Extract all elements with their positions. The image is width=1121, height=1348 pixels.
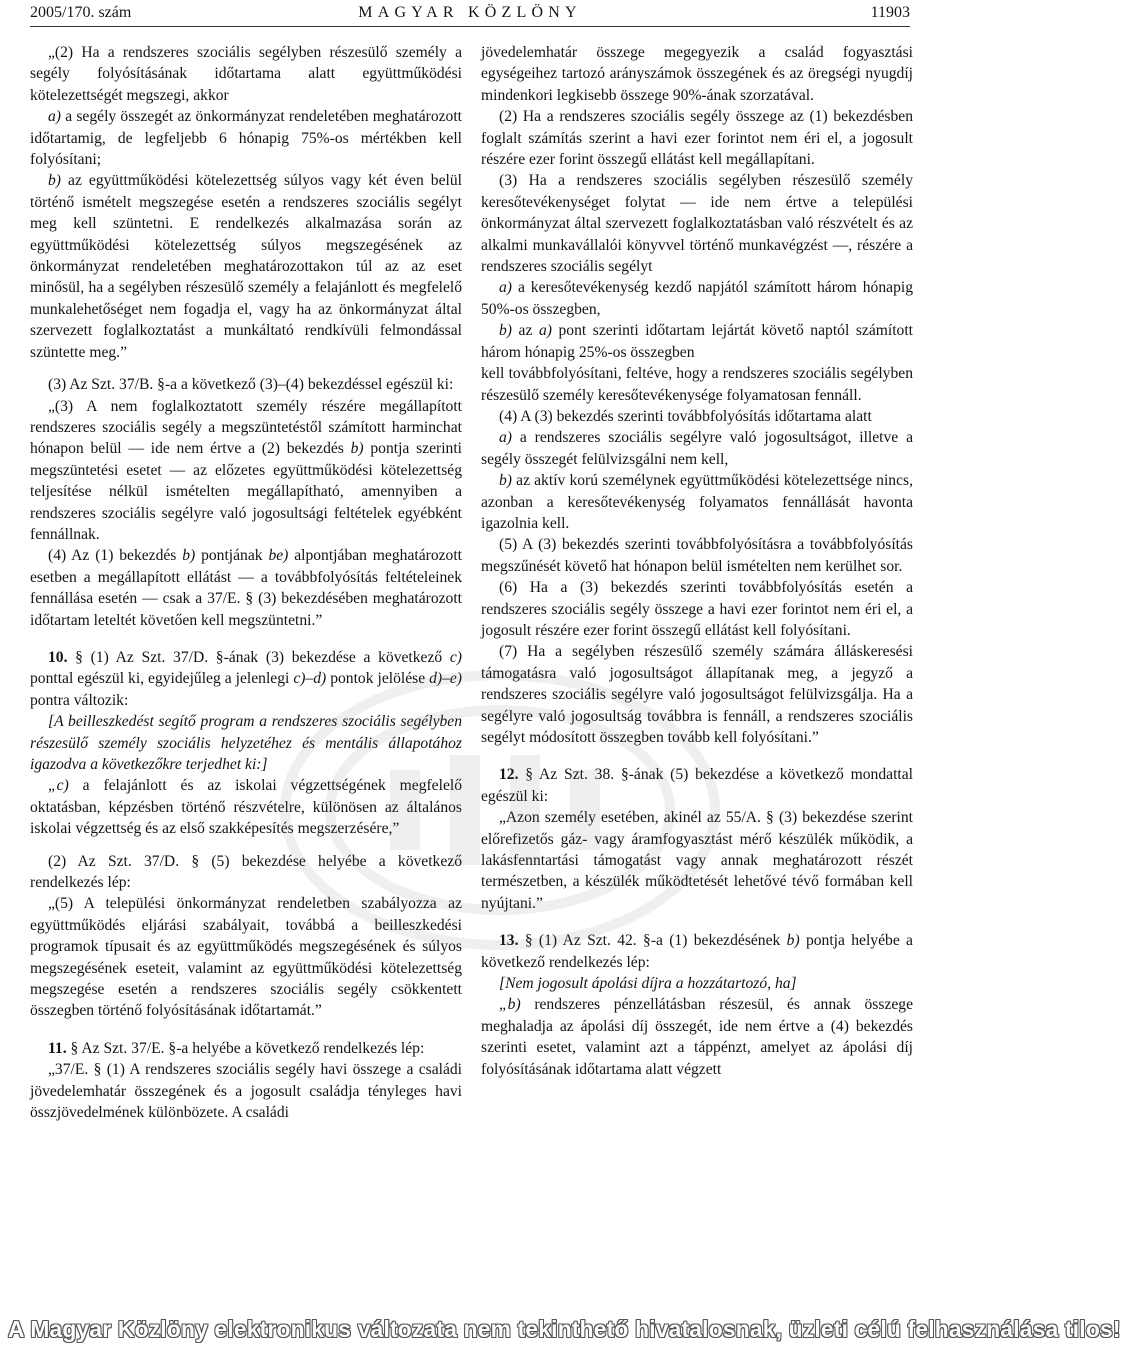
bracketed-context: [Nem jogosult ápolási díjra a hozzátartozó, ha]	[499, 975, 797, 993]
paragraph: b) az együttműködési kötelezettség súlyos vagy két éven belül történő ismételt megszegése esetén a rendszeres szociális segélyt meg kell szüntetni. E rendelkezés alkalmazása során az együttműködési kötelezettség súlyos megszegésének az önkormányzat rendeletében meghatározottakon túl az az eset minősül, ha a segélyben részesülő személy a felajánlott és megfelelő munkalehetőséget nem fogadja el, vagy ha az önkormányzat által szervezett foglalkoztatást a munkáltató rendkívüli felmondással szüntette meg.”	[30, 172, 462, 361]
paragraph: jövedelemhatár összege megegyezik a család fogyasztási egységeihez tartozó arányszámok összegének és az öregségi nyugdíj mindenkori legkisebb összege 90%-ának szorzatával.	[481, 44, 913, 104]
page-number: 11903	[870, 4, 910, 21]
paragraph: „c) a felajánlott és az iskolai végzettségének megfelelő oktatásban, képzésben történő részvételre, különösen az általános iskolai végzettség és az első szakképesítés megszerzésére,”	[30, 777, 462, 838]
paragraph: (4) A (3) bekezdés szerinti továbbfolyósítás időtartama alatt	[499, 407, 872, 425]
paragraph: a) a segély összegét az önkormányzat rendeletében meghatározott időtartamig, de legfeljebb 6 hónapig 75%-os mértékben kell folyósítani;	[30, 108, 462, 169]
running-header	[30, 2, 910, 24]
header-rule	[30, 26, 910, 27]
paragraph: b) az a) pont szerinti időtartam lejártát követő naptól számított három hónapig 25%-os összegben	[481, 322, 913, 361]
paragraph: (6) Ha a (3) bekezdés szerinti továbbfolyósítás esetén a rendszeres szociális segély összege a havi ezer forintot nem éri el, a jogosult részére ezer forint összegű ellátást kell folyósítani.	[481, 579, 913, 639]
paragraph: „(3) A nem foglalkoztatott személy részére megállapított rendszeres szociális segély a megszüntetéstől számított harminchat hónapon belül — ide nem értve a (2) bekezdés b) pontja szerinti megszüntetési esetet — az előzetes együttműködési kötelezettség teljesítése nélkül ismételten megállapítható, amennyiben a rendszeres szociális segélyre való jogosultsági feltételek egyébként fennállnak.	[30, 397, 462, 543]
paragraph: b) az aktív korú személynek együttműködési kötelezettsége nincs, azonban a keresőtevékenység folyamatos fennállását havonta igazolnia kell.	[481, 472, 913, 532]
paragraph: a) a rendszeres szociális segélyre való jogosultságot, illetve a segély összegét felülvizsgálni nem kell,	[481, 429, 913, 468]
journal-title: MAGYAR KÖZLÖNY	[358, 4, 582, 21]
paragraph: (4) Az (1) bekezdés b) pontjának be) alpontjában meghatározott esetben a megállapított ellátást — a továbbfolyósítás feltételeinek fennállása esetén — csak a 37/E. § (3) bekezdésében meghatározott időtartam leteltét követően kell megszüntetni.”	[30, 547, 462, 629]
paragraph: „(5) A települési önkormányzat rendeletben szabályozza az együttműködés eljárási szabályait, továbbá a beilleszkedési programok típusait és az együttműködés megszegésének és súlyos megszegésének eseteit, valamint az együttműködési kötelezettség megszegése esetén a rendszeres szociális segély csökkentett összegben történő folyósításának időtartamát.”	[30, 895, 462, 1020]
left-column	[30, 42, 462, 1124]
bracketed-context: [A beilleszkedést segítő program a rendszeres szociális segélyben részesülő személy szociális helyzetéhez és mentális állapotához igazodva a következőkre terjedhet ki:]	[30, 713, 462, 773]
right-column	[481, 42, 913, 1080]
section-13: 13. § (1) Az Szt. 42. §-a (1) bekezdésének b) pontja helyébe a következő rendelkezés lép:	[481, 932, 913, 971]
paragraph: (3) Ha a rendszeres szociális segélyben részesülő személy keresőtevékenységet folytat — ide nem értve a települési önkormányzat által szervezett foglalkoztatásban való részvételt és az alkalmi munkavállalói könyvvel történő munkavégzést —, részére a rendszeres szociális segélyt	[481, 172, 913, 276]
paragraph: (7) Ha a segélyben részesülő személy számára álláskeresési támogatásra való jogosultságot állapítanak meg, a jegyző a rendszeres szociális segélyre való jogosultságot felülvizsgálja. Ha a segélyre való jogosultság továbbra is fennáll, a rendszeres szociális segélyt módosított összegben tovább kell folyósítani.”	[481, 643, 913, 746]
paragraph: (2) Ha a rendszeres szociális segély összege az (1) bekezdésben foglalt számítás szerint a havi ezer forintot nem éri el, a jogosult részére ezer forint összegű ellátást kell megállapítani.	[481, 108, 913, 169]
paragraph: (3) Az Szt. 37/B. §-a a következő (3)–(4) bekezdéssel egészül ki:	[48, 376, 454, 394]
paragraph: „37/E. § (1) A rendszeres szociális segély havi összege a családi jövedelemhatár összegének és a jogosult családja tényleges havi összjövedelmének különbözete. A családi	[30, 1061, 462, 1122]
section-11: 11. § Az Szt. 37/E. §-a helyébe a következő rendelkezés lép:	[48, 1039, 425, 1057]
section-10: 10. § (1) Az Szt. 37/D. §-ának (3) bekezdése a következő c) ponttal egészül ki, egyidejűleg a jelenlegi c)–d) pontok jelölése d)–e) pontra változik:	[30, 648, 462, 709]
paragraph: „(2) Ha a rendszeres szociális segélyben részesülő személy a segély folyósításának időtartama alatt együttműködési kötelezettségét megszegi, akkor	[30, 44, 462, 104]
paragraph: „Azon személy esetében, akinél az 55/A. § (3) bekezdése szerint előrefizetős gáz- vagy áramfogyasztást mérő készülék működik, a lakásfenntartási támogatást vagy annak meghatározott részét természetben, a készülék működtetését lehetővé tévő formában kell nyújtani.”	[481, 809, 913, 912]
paragraph: a) a keresőtevékenység kezdő napjától számított három hónapig 50%-os összegben,	[481, 279, 913, 318]
footer-disclaimer: A Magyar Közlöny elektronikus változata nem tekinthető hivatalosnak, üzleti célú felhasználása tilos!	[8, 1316, 1121, 1342]
paragraph: kell továbbfolyósítani, feltéve, hogy a rendszeres szociális segélyben részesülő személy keresőtevékenysége folyamatosan fennáll.	[481, 365, 913, 404]
section-12: 12. § Az Szt. 38. §-ának (5) bekezdése a következő mondattal egészül ki:	[481, 766, 913, 805]
issue-number: 2005/170. szám	[30, 4, 132, 21]
paragraph: (2) Az Szt. 37/D. § (5) bekezdése helyébe a következő rendelkezés lép:	[30, 852, 462, 892]
paragraph: „b) rendszeres pénzellátásban részesül, és annak összege meghaladja az ápolási díj összegét, ide nem értve a (4) bekezdés szerinti esetet, valamint azt a táppénzt, amelyet az ápolási díj folyósításának időtartama alatt végzett	[481, 996, 913, 1078]
paragraph: (5) A (3) bekezdés szerinti továbbfolyósításra a továbbfolyósítás megszűnését követő hat hónapon belül ismételten nem kerülhet sor.	[481, 536, 913, 575]
